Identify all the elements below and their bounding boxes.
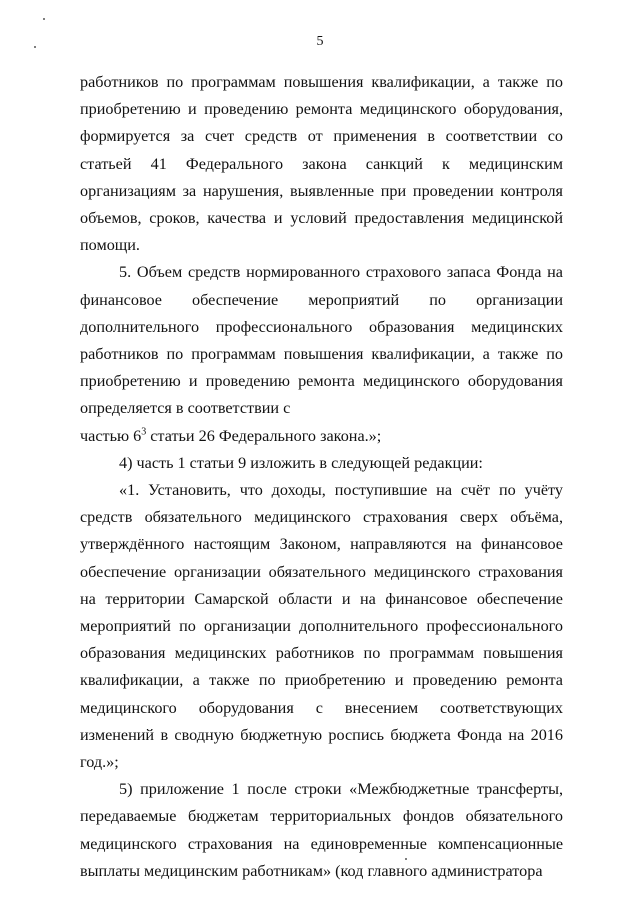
paragraph-2: [80, 259, 563, 422]
scan-speck: [405, 858, 407, 860]
scan-speck: [34, 46, 36, 48]
paragraph-5: 5) приложение 1 после строки «Межбюджетные трансферты, передаваемые бюджетам территориальных фондов обязательного медицинского страхования на единовременные компенсационные выплаты медицинским работникам» (код главного администратора: [80, 780, 563, 880]
superscript: 3: [141, 426, 147, 438]
paragraph-3: 4) часть 1 статьи 9 изложить в следующей редакции:: [119, 453, 483, 472]
document-body: [80, 69, 563, 885]
paragraph-4: «1. Установить, что доходы, поступившие на счёт по учёту средств обязательного медицинского страхования сверх объёма, утверждённого настоящим Законом, направляются на финансовое обеспечение организации обязательного медицинского страхования на территории Самарской области и на финансовое обеспечение мероприятий по организации дополнительного профессионального образования медицинских работников по программам повышения квалификации, а также по приобретению и проведению ремонта медицинского оборудования с внесением соответствующих изменений в сводную бюджетную роспись бюджета Фонда на 2016 год.»;: [80, 481, 563, 772]
paragraph-2-tail: [80, 423, 563, 450]
paragraph-1: работников по программам повышения квалификации, а также по приобретению и проведению ремонта медицинского оборудования, формируется за счет средств от применения в соответствии со статьей 41 Федерального закона санкций к медицинским организациям за нарушения, выявленные при проведении контроля объемов, сроков, качества и условий предоставления медицинской помощи.: [80, 73, 563, 255]
paragraph-2-main: 5. Объем средств нормированного страхового запаса Фонда на финансовое обеспечение мероприятий по организации дополнительного профессионального образования медицинских работников по программам повышения квалификации, а также по приобретению и проведению ремонта медицинского оборудования определяется в соответствии с: [80, 263, 563, 418]
page-number: 5: [316, 34, 324, 49]
paragraph-2-tail-end: статьи 26 Федерального закона.»;: [146, 426, 382, 445]
paragraph-2-tail-start: частью 6: [80, 426, 142, 445]
scan-speck: [43, 18, 45, 20]
